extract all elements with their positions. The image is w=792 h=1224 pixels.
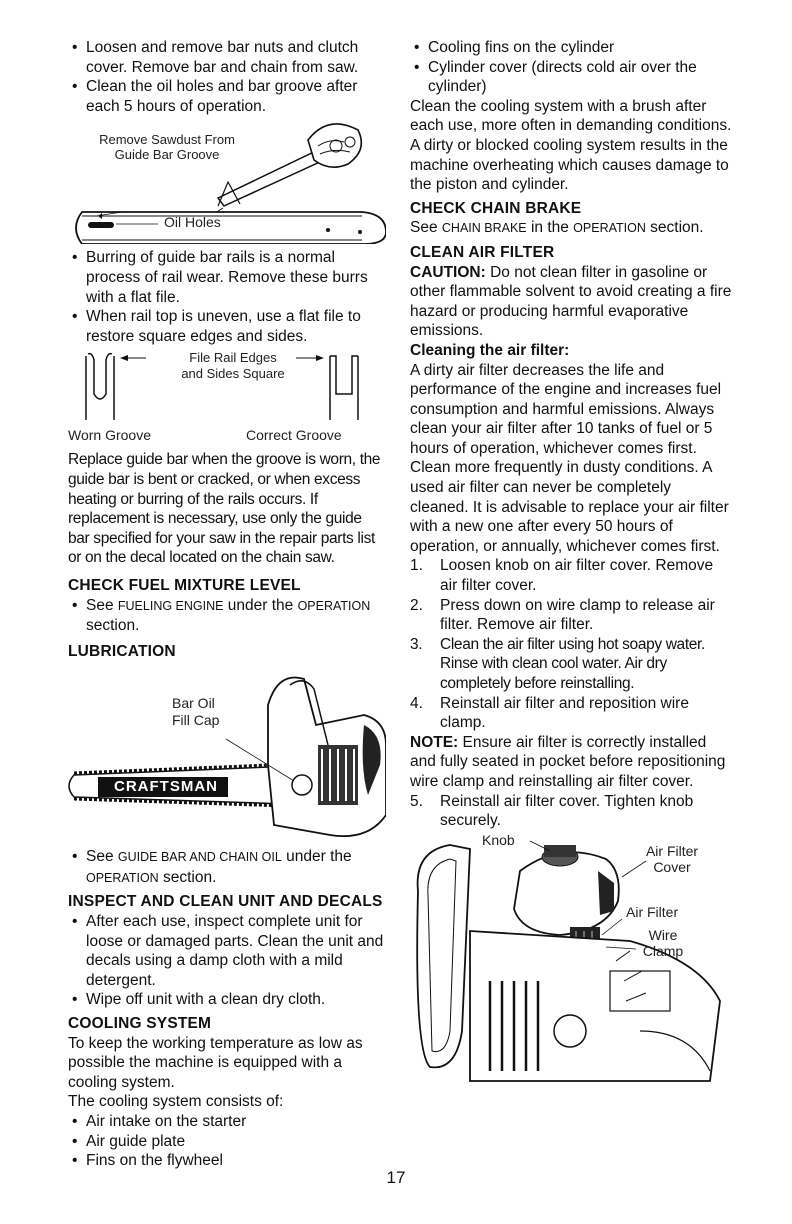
step-item: 2. Press down on wire clamp to release air filter. Remove air filter. xyxy=(410,596,715,634)
chainsaw-oil-figure xyxy=(68,665,386,843)
list-item: • Air intake on the starter xyxy=(68,1112,386,1132)
groove-figure xyxy=(68,350,386,446)
chainsaw-illustration xyxy=(68,665,386,843)
oil-holes-label: Oil Holes xyxy=(164,214,221,231)
air-filter-heading: CLEAN AIR FILTER xyxy=(410,243,555,261)
air-filter-label: Air Filter xyxy=(626,903,679,920)
step-item: 3. Clean the air filter using hot soapy water. Rinse with clean cool water. Air dry completely before reinstalling. xyxy=(410,635,705,692)
list-item: • Wipe off unit with a clean dry cloth. xyxy=(68,990,386,1010)
list-item: • After each use, inspect complete unit for loose or damaged parts. Clean the unit and decals using a damp cloth with a mild detergent. xyxy=(68,912,386,990)
fuel-heading: CHECK FUEL MIXTURE LEVEL xyxy=(68,576,301,594)
knob-label: Knob xyxy=(482,831,515,848)
page-number: 17 xyxy=(386,1168,406,1187)
bar-oil-cap-label: Bar Oil Fill Cap xyxy=(172,695,220,729)
step-item: 4. Reinstall air filter and reposition wire clamp. xyxy=(410,694,689,732)
fuel-reference: • See FUELING ENGINE under the OPERATION section. xyxy=(68,596,386,636)
air-filter-figure xyxy=(410,831,732,1085)
list-item: • Loosen and remove bar nuts and clutch cover. Remove bar and chain from saw. xyxy=(68,38,386,77)
cooling-paragraph: To keep the working temperature as low as possible the machine is equipped with a cooling system. xyxy=(68,1034,363,1091)
cooling-clean-paragraph: Clean the cooling system with a brush after each use, more often in demanding conditions. A dirty or blocked cooling system results in the machine overheating which causes damage to the piston and cylinder. xyxy=(410,97,732,194)
list-item: • Cooling fins on the cylinder xyxy=(410,38,732,58)
list-item: • Air guide plate xyxy=(68,1132,386,1152)
caution-paragraph: CAUTION: Do not clean filter in gasoline or other flammable solvent to avoid creating a fire hazard or producing harmful evaporative emissions. xyxy=(410,263,732,340)
cooling-heading: COOLING SYSTEM xyxy=(68,1015,212,1033)
correct-groove-label: Correct Groove xyxy=(246,427,342,444)
lubrication-reference: • See GUIDE BAR AND CHAIN OIL under the OPERATION section. xyxy=(68,847,386,888)
cooling-consists: The cooling system consists of: xyxy=(68,1093,284,1111)
inspect-heading: INSPECT AND CLEAN UNIT AND DECALS xyxy=(68,893,383,911)
list-item: • Clean the oil holes and bar groove after each 5 hours of operation. xyxy=(68,77,386,116)
sawdust-label: Remove Sawdust From Guide Bar Groove xyxy=(99,132,235,163)
list-item: • When rail top is uneven, use a flat file to restore square edges and sides. xyxy=(68,307,386,346)
note-label: NOTE: xyxy=(410,733,459,751)
worn-groove-label: Worn Groove xyxy=(68,427,151,444)
list-item: • Fins on the flywheel xyxy=(68,1151,386,1171)
list-item: • Cylinder cover (directs cold air over the cylinder) xyxy=(410,58,732,97)
file-rail-label: File Rail Edges and Sides Square xyxy=(181,350,285,382)
caution-label: CAUTION: xyxy=(410,263,486,281)
filter-paragraph: A dirty air filter decreases the life and performance of the engine and increases fuel consumption and harmful emissions. Always clean your air filter after 10 tanks of fuel or 5 hours of operation, whichever comes first. Clean more frequently in dusty conditions. A used air filter can never be completely cleaned. It is advisable to replace your air filter with a new one after every 50 hours of operation, or annually, whichever comes first. xyxy=(410,361,729,555)
craftsman-logo: CRAFTSMAN xyxy=(114,778,218,796)
air-filter-cover-label: Air Filter Cover xyxy=(645,842,699,875)
chain-brake-reference: See CHAIN BRAKE in the OPERATION section. xyxy=(410,219,704,237)
lubrication-heading: LUBRICATION xyxy=(68,642,176,660)
wire-clamp-label: Wire Clamp xyxy=(642,926,684,959)
step-item: 1. Loosen knob on air filter cover. Remove air filter cover. xyxy=(410,557,714,595)
right-column xyxy=(410,38,732,1089)
chain-brake-heading: CHECK CHAIN BRAKE xyxy=(410,199,582,217)
replace-paragraph: Replace guide bar when the groove is worn, the guide bar is bent or cracked, or when excess heating or burring of the rails occurs. If replacement is necessary, use only the guide bar specified for your saw in the repair parts list or on the decal located on the chain saw. xyxy=(68,451,381,567)
list-item: • Burring of guide bar rails is a normal process of rail wear. Remove these burrs with a flat file. xyxy=(68,248,386,307)
step-item: 5. Reinstall air filter cover. Tighten knob securely. xyxy=(410,792,694,830)
guide-bar-figure xyxy=(68,120,386,244)
note-paragraph: NOTE: Ensure air filter is correctly installed and fully seated in pocket before repositioning wire clamp and reinstalling air filter cover. xyxy=(410,733,726,790)
left-column xyxy=(68,38,386,1171)
cleaning-subheading: Cleaning the air filter: xyxy=(410,341,570,359)
